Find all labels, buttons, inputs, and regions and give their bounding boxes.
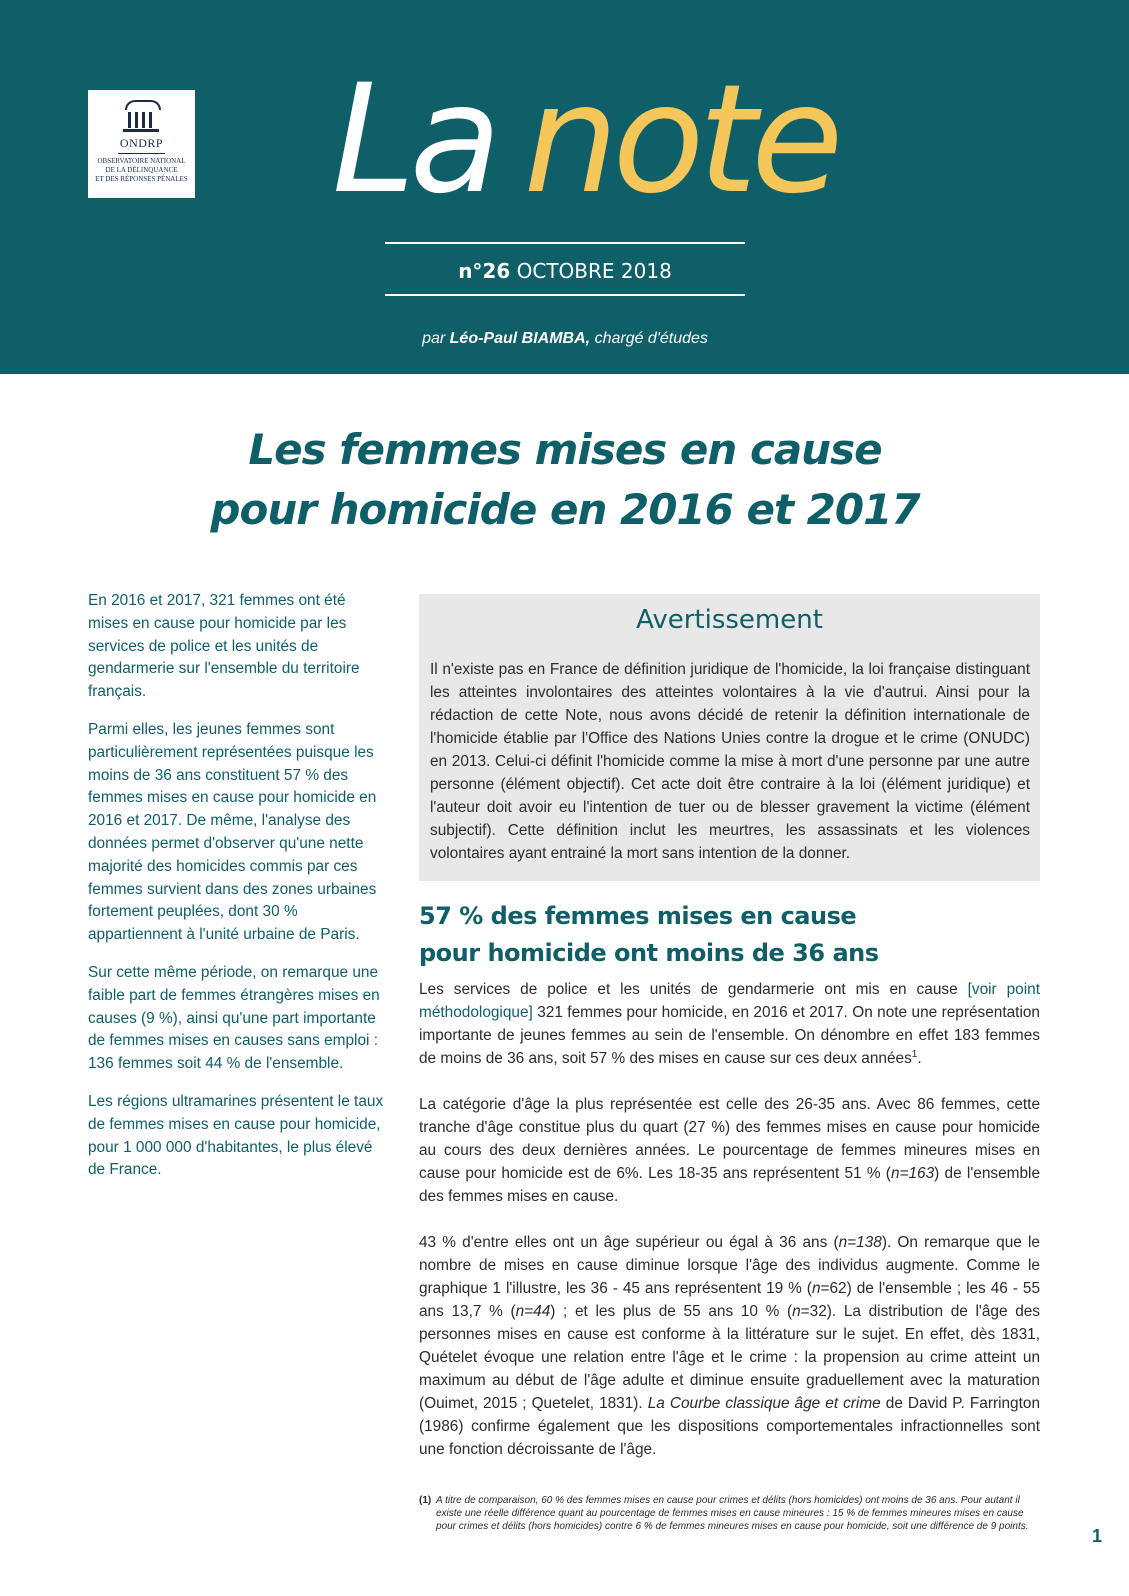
brand-la: La <box>332 53 496 227</box>
footnote-text: A titre de comparaison, 60 % des femmes mises en cause pour crimes et délits (hors homicides) ont moins de 36 ans. Pour autant il existe une réelle différence quant au pourcentage de femmes mises en cause mineures : 15 % de femmes mineures mises en cause pour crimes et délits (hors homicides) contre 6 % de femmes mineures mises en cause pour homicide, soit une différence de 9 points. <box>436 1495 1029 1532</box>
page-title: Les femmes mises en cause pour homicide en 2016 et 2017 <box>210 425 920 534</box>
issue-top-rule <box>385 242 745 244</box>
ondrp-logo <box>88 90 195 198</box>
intro-paragraph: En 2016 et 2017, 321 femmes ont été mises en cause pour homicide par les services de police et les unités de gendarmerie sur l'ensemble du territoire français. <box>88 592 360 701</box>
logo-acronym: ONDRP <box>119 136 164 150</box>
byline: par Léo-Paul BIAMBA, chargé d'études <box>422 330 708 347</box>
body-paragraph: Les services de police et les unités de gendarmerie ont mis en cause [voir point méthodologique] 321 femmes pour homicide, en 2016 et 2017. On note une représentation importante de jeunes femmes au sein de l'ensemble. On dénombre en effet 183 femmes de moins de 36 ans, soit 57 % des mises en cause sur ces deux années$^1$. <box>419 981 1040 1067</box>
footnote-ref[interactable]: 1 <box>911 1048 918 1060</box>
institution-building-icon <box>121 100 161 134</box>
issue-number: n°26 <box>458 259 511 283</box>
footnote <box>419 1494 1040 1533</box>
intro-summary <box>88 590 388 1197</box>
issue-bottom-rule <box>385 294 745 296</box>
footnote-mark: (1) <box>419 1495 432 1506</box>
body-paragraph: La catégorie d'âge la plus représentée est celle des 26-35 ans. Avec 86 femmes, cette tranche d'âge constitue plus du quart (27 %) des femmes mises en cause pour homicide au cours des deux dernières années. Le pourcentage de femmes mineures mises en cause pour homicide est de 6%. Les 18-35 ans représentent 51 % (n=163) de l'ensemble des femmes mises en cause. <box>419 1096 1040 1205</box>
issue-line <box>385 257 745 285</box>
section-body <box>419 978 1040 1484</box>
intro-paragraph: Les régions ultramarines présentent le taux de femmes mises en cause pour homicide, pour 1 000 000 d'habitantes, le plus élevé de France. <box>88 1092 384 1179</box>
byline-author: Léo-Paul BIAMBA, <box>449 330 591 347</box>
warning-box <box>419 594 1040 881</box>
section-heading: 57 % des femmes mises en cause pour homicide ont moins de 36 ans <box>419 902 879 967</box>
page-number: 1 <box>1091 1526 1102 1546</box>
logo-fullname: OBSERVATOIRE NATIONAL DE LA DÉLINQUANCE ET DES RÉPONSES PÉNALES <box>95 157 188 183</box>
warning-text: Il n'existe pas en France de définition juridique de l'homicide, la loi française distinguant les atteintes involontaires des atteintes volontaires à la vie d'autrui. Ainsi pour la rédaction de cette Note, nous avons décidé de retenir la définition internationale de l'homicide établie par l'Office des Nations Unies contre la drogue et le crime (ONUDC) en 2013. Celui-ci définit l'homicide comme la mise à mort d'une personne par une autre personne (élément objectif). Cet acte doit être contraire à la loi (élément juridique) et l'auteur doit avoir eu l'intention de tuer ou de blesser gravement la victime (élément subjectif). Cette définition inclut les meurtres, les assassinats et les violences volontaires ayant entrainé la mort sans intention de la donner. <box>430 661 1030 862</box>
publication-brand <box>332 53 838 227</box>
issue-date: OCTOBRE 2018 <box>516 259 672 283</box>
warning-heading: Avertissement <box>636 605 823 635</box>
intro-paragraph: Parmi elles, les jeunes femmes sont particulièrement représentées puisque les moins de 36 ans constituent 57 % des femmes mises en cause pour homicide en 2016 et 2017. De même, l'analyse des données permet d'observer qu'une nette majorité des homicides commis par ces femmes survient dans des zones urbaines fortement peuplées, dont 30 % appartiennent à l'unité urbaine de Paris. <box>88 720 377 944</box>
byline-role: chargé d'études <box>594 330 708 347</box>
book-title: La Courbe classique âge et crime <box>647 1395 881 1412</box>
masthead <box>0 0 1129 374</box>
methodology-link[interactable]: [voir point méthodologique] <box>419 981 1040 1021</box>
body-paragraph: 43 % d'entre elles ont un âge supérieur ou égal à 36 ans (n=138). On remarque que le nombre de mises en cause diminue lorsque l'âge des individus augmente. Comme le graphique 1 l'illustre, les 36 - 45 ans représentent 19 % (n=62) de l'ensemble ; les 46 - 55 ans 13,7 % (n=44) ; et les plus de 55 ans 10 % (n=32). La distribution de l'âge des personnes mises en cause est conforme à la littérature sur le sujet. En effet, dès 1831, Quételet évoque une relation entre l'âge et le crime : la propension au crime atteint un maximum au début de l'âge adulte et diminue ensuite graduellement avec la maturation (Ouimet, 2015 ; Quetelet, 1831). La Courbe classique âge et crime de David P. Farrington (1986) confirme également que les dispositions comportementales infractionnelles sont une fonction décroissante de l'âge. <box>419 1234 1041 1458</box>
intro-paragraph: Sur cette même période, on remarque une faible part de femmes étrangères mises en causes (9 %), ainsi qu'une part importante de femmes mises en causes sans emploi : 136 femmes soit 44 % de l'ensemble. <box>88 963 380 1073</box>
brand-note: note <box>523 53 838 227</box>
